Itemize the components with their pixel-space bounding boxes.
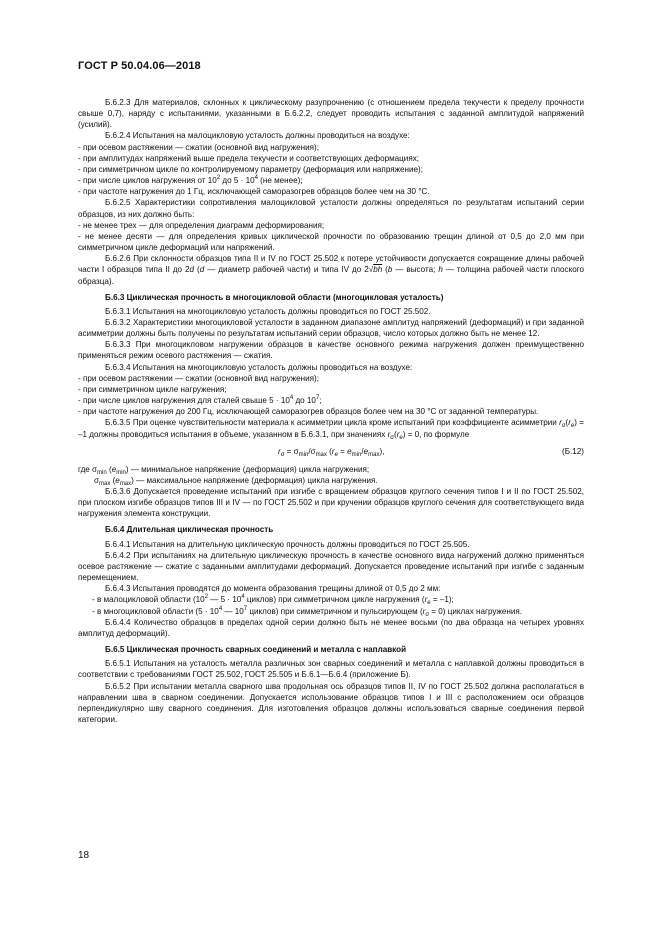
paragraph: Б.6.3.5 При оценке чувствительности материала к асимметрии цикла кроме испытаний при коэффициенте асимметрии $r_\sigma(r_e) = -1$ должны проводиться испытания в объеме, указанном в Б.6.3.1, при значениях $r_\sigma(r_e) = 0$, по формуле bbox=[78, 418, 584, 441]
paragraph: Б.6.2.3 Для материалов, склонных к циклическому разупрочнению (с отношением предела текучести к пределу прочности свыше 0,7), наряду с испытаниями, указанными в Б.6.2.2, следует проводить испытания с заданной амплитудой напряжений (усилий). bbox=[78, 98, 584, 130]
list-item: - при частоте нагружения до 200 Гц, исключающей саморазогрев образцов более чем на 30 °С от заданной температуры. bbox=[78, 407, 539, 417]
formula bbox=[78, 446, 584, 458]
section-heading: Б.6.5 Циклическая прочность сварных соединений и металла с наплавкой bbox=[105, 645, 407, 655]
list-item: - не менее десяти — для определения кривых циклической прочности по образованию трещин длиной от 0,5 до 2,0 мм при симметричном цикле деформаций или напряжений. bbox=[78, 231, 584, 253]
section-heading: Б.6.3 Циклическая прочность в многоцикловой области (многоцикловая усталость) bbox=[105, 292, 444, 302]
document-body bbox=[78, 97, 584, 725]
list-item: - не менее трех — для определения диаграмм деформирования; bbox=[78, 220, 325, 230]
list-item: - при симметричном цикле по контролируемому параметру (деформация или напряжение); bbox=[78, 164, 423, 174]
definition: где $\sigma_{min}$ $(e_{min})$ — минимальное напряжение (деформация) цикла нагружения; bbox=[78, 464, 370, 476]
list-item: - в многоцикловой области ($5 \cdot 10^4$ — $10^7$ циклов) при симметричном и пульсирующем $(r_\sigma = 0)$ циклах нагружения. bbox=[92, 605, 523, 618]
list-item: - при осевом растяжении — сжатии (основной вид нагружения); bbox=[78, 373, 319, 383]
definition: $\sigma_{max}$ $(e_{max})$ — максимальное напряжение (деформация) цикла нагружения. bbox=[94, 475, 378, 487]
list-item: - при амплитудах напряжений выше предела текучести и соответствующих деформациях; bbox=[78, 153, 419, 163]
list-item: - при осевом растяжении — сжатии (основной вид нагружения); bbox=[78, 142, 319, 152]
paragraph: Б.6.3.2 Характеристики многоцикловой усталости в заданном диапазоне амплитуд напряжений (деформаций) и при заданной асимметрии должны быть получены по результатам испытаний серии образцов, число которых должно быть не менее 12. bbox=[78, 317, 584, 339]
list-item: - при частоте нагружения до 1 Гц, исключающей саморазогрев образцов более чем на 30 °С. bbox=[78, 187, 430, 197]
paragraph: Б.6.4.4 Количество образцов в пределах одной серии должно быть не менее восьми (по два образца на четырех уровнях амплитуд деформаций). bbox=[78, 617, 584, 638]
formula-number: (Б.12) bbox=[562, 446, 584, 456]
paragraph: Б.6.5.2 При испытании металла сварного шва продольная ось образцов типов II, IV по ГОСТ 25.502 должна располагаться в направлении шва в сварном соединении. Допускается использование образцов типов I и III с расположением оси образцов перпендикулярно шву сварного соединения. Для изготовления образцов должны использоваться сварные соединения первой категории. bbox=[78, 681, 584, 724]
paragraph: Б.6.4.3 Испытания проводятся до момента образования трещины длиной от 0,5 до 2 мм: bbox=[105, 584, 441, 594]
paragraph: Б.6.4.1 Испытания на длительную циклическую прочность должны проводиться по ГОСТ 25.505. bbox=[105, 539, 470, 549]
list-item: - при числе циклов нагружения от $10^2$ до $5 \cdot 10^4$ (не менее); bbox=[78, 175, 303, 186]
paragraph: Б.6.3.3 При многоцикловом нагружении образцов в качестве основного режима нагружения должен преимущественно применяться режим осевого растяжения — сжатия. bbox=[78, 340, 584, 361]
paragraph: Б.6.3.4 Испытания на многоцикловую усталость должны проводиться на воздухе: bbox=[105, 362, 413, 372]
paragraph: Б.6.2.4 Испытания на малоцикловую усталость должны проводиться на воздухе: bbox=[105, 131, 410, 141]
list-item: - в малоцикловой области ($10^2$ — $5 \cdot 10^4$ циклов) при симметричном цикле нагружения $(r_e = -1)$; bbox=[92, 594, 454, 607]
section-heading: Б.6.4 Длительная циклическая прочность bbox=[105, 525, 274, 535]
paragraph: Б.6.3.1 Испытания на многоцикловую усталость должны проводиться по ГОСТ 25.502. bbox=[105, 306, 431, 316]
paragraph: Б.6.3.6 Допускается проведение испытаний при изгибе с вращением образцов круглого сечения типов I и II по ГОСТ 25.502, при плоском изгибе образцов типов III и IV — по ГОСТ 25.502 и при кручении образцов круглого сечения для соответствующего вида нагружения элемента конструкции. bbox=[78, 487, 584, 519]
paragraph: Б.6.2.6 При склонности образцов типа II и IV по ГОСТ 25.502 к потере устойчивости допускается сокращение длины рабочей части I образцов типа II до 2d (d — диаметр рабочей части) и типа IV до 2√bh (b — высота; h — толщина рабочей части плоского образца). bbox=[78, 254, 584, 286]
document-header: ГОСТ Р 50.04.06—2018 bbox=[78, 60, 201, 72]
page-number: 18 bbox=[78, 850, 90, 861]
paragraph: Б.6.5.1 Испытания на усталость металла различных зон сварных соединений и металла с наплавкой должны проводиться в соответствии с требованиями ГОСТ 25.502, ГОСТ 25.505 и Б.6.1—Б.6.4 (приложение Б). bbox=[78, 659, 584, 680]
list-item: - при симметричном цикле нагружения; bbox=[78, 384, 227, 394]
formula-expression: $r_\sigma = \sigma_{min}/\sigma_{max}$ $(r_e = e_{min}/e_{max})$, bbox=[278, 446, 385, 458]
list-item: - при числе циклов нагружения для сталей свыше $5 \cdot 10^4$ до $10^7$; bbox=[78, 395, 322, 406]
paragraph: Б.6.4.2 При испытаниях на длительную циклическую прочность в качестве основного вида нагружений должно применяться осевое растяжение — сжатие с заданными амплитудами деформаций. Допускается проведение испытаний при изгибе с заданным перемещением. bbox=[78, 550, 584, 583]
paragraph: Б.6.2.5 Характеристики сопротивления малоцикловой усталости должны определяться по результатам испытаний серии образцов, из них должно быть: bbox=[78, 198, 584, 219]
